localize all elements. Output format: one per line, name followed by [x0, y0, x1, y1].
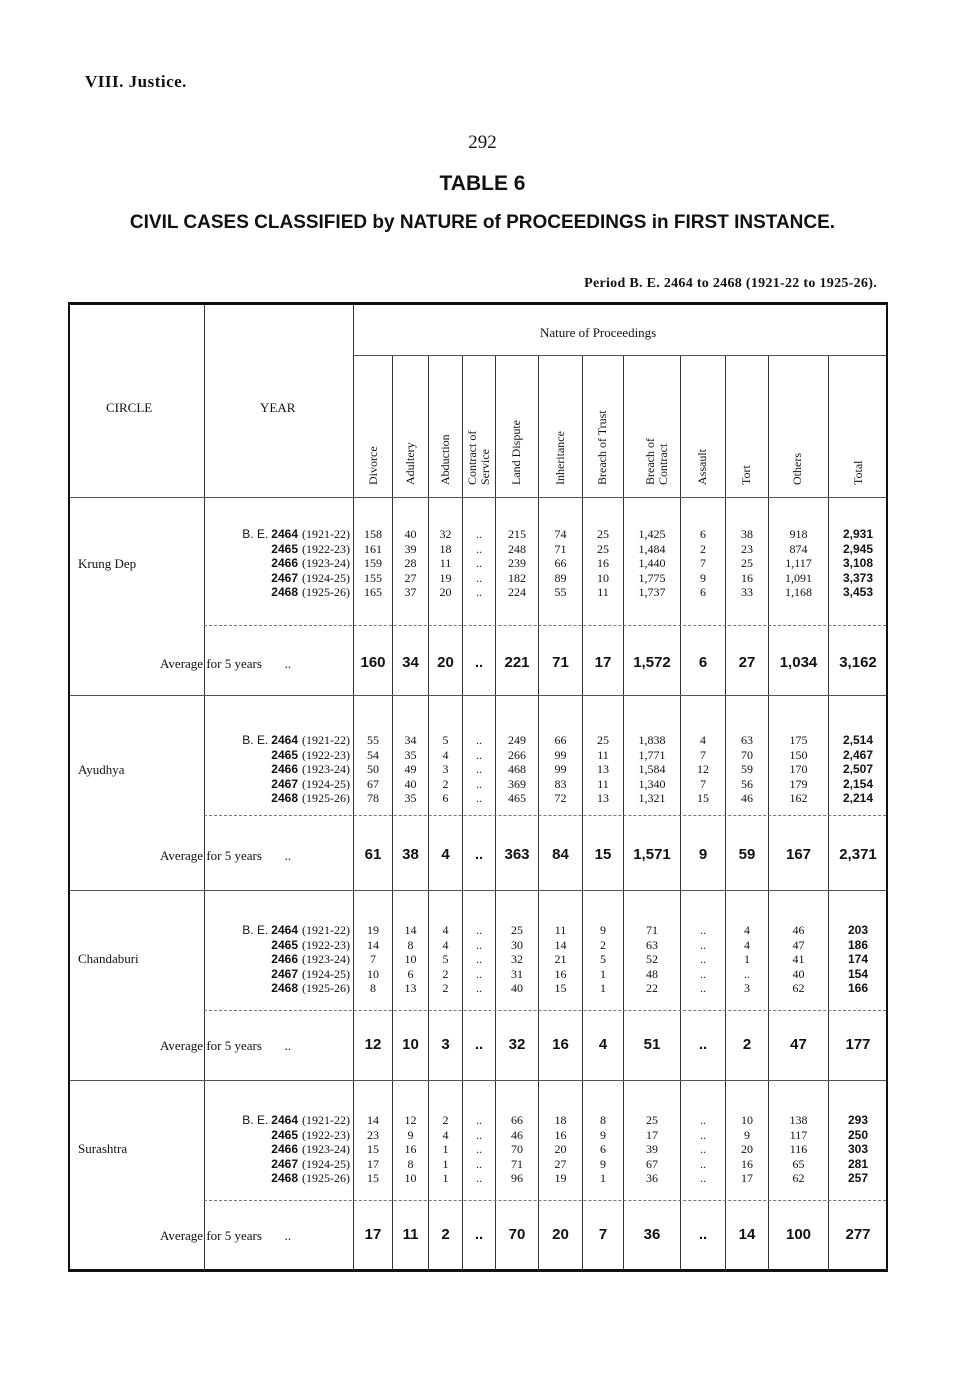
- avg-cell: ..: [474, 1226, 484, 1243]
- cell-column: 158 161 159 155 165: [364, 527, 382, 599]
- avg-cell: 1,572: [633, 654, 671, 671]
- cell-column: 55 54 50 67 78: [367, 733, 379, 805]
- year-row: B. E. 2464 (1921-22): [242, 1113, 350, 1127]
- cell-column: 918 874 1,117 1,091 1,168: [785, 527, 812, 599]
- cell-column-total: 203 186 174 154 166: [847, 923, 869, 995]
- year-row: 2465 (1922-23): [271, 541, 350, 556]
- circle-name-ayudhya: Ayudhya: [78, 762, 125, 777]
- cell-column: 25 11 13 11 13: [597, 733, 609, 805]
- avg-cell: 32: [508, 1036, 526, 1053]
- circle-header: CIRCLE: [106, 400, 153, 415]
- avg-cell: ..: [474, 654, 484, 671]
- avg-cell: 4: [598, 1036, 608, 1053]
- col-header-assault: Assault: [695, 449, 709, 485]
- col-header-breach-of-contract: Breach of Contract: [643, 438, 670, 485]
- avg-cell: 16: [552, 1036, 569, 1053]
- avg-cell: 2,371: [839, 846, 877, 863]
- cell-column: 10 9 20 16 17: [741, 1113, 753, 1185]
- avg-cell: 1,571: [633, 846, 671, 863]
- avg-cell: 71: [552, 654, 569, 671]
- cell-column: 66 99 99 83 72: [554, 733, 567, 805]
- average-label: Average for 5 years ..: [160, 1038, 292, 1053]
- avg-cell: ..: [698, 1226, 708, 1243]
- average-label: Average for 5 years ..: [160, 1228, 292, 1243]
- year-header: YEAR: [260, 400, 296, 415]
- avg-cell: 12: [364, 1036, 382, 1053]
- circle-name-surashtra: Surashtra: [78, 1141, 128, 1156]
- table-subtitle: CIVIL CASES CLASSIFIED by NATURE of PROCEEDINGS in FIRST INSTANCE.: [129, 212, 836, 233]
- avg-cell: 363: [504, 846, 530, 863]
- cell-column: 9 2 5 1 1: [600, 923, 606, 995]
- page-number: 292: [468, 132, 497, 153]
- cell-column: .. .. .. .. ..: [476, 527, 482, 599]
- average-label: Average for 5 years ..: [160, 848, 292, 863]
- col-header-tort: Tort: [739, 465, 753, 485]
- year-row: 2468 (1925-26): [271, 585, 350, 599]
- avg-cell: 3: [441, 1036, 450, 1053]
- avg-cell: 17: [364, 1226, 382, 1243]
- year-row: 2465 (1922-23): [271, 937, 350, 952]
- col-header-breach-of-trust: Breach of Trust: [595, 410, 609, 485]
- cell-column: 74 71 66 89 55: [554, 527, 567, 599]
- avg-cell: ..: [474, 1036, 484, 1053]
- avg-cell: 221: [504, 654, 530, 671]
- col-header-divorce: Divorce: [366, 446, 380, 485]
- cell-column: 71 63 52 48 22: [646, 923, 658, 995]
- cell-column: 249 266 468 369 465: [508, 733, 526, 805]
- cell-column: .. .. .. .. ..: [476, 923, 482, 995]
- avg-cell: 47: [790, 1036, 807, 1053]
- circle-name-krung-dep: Krung Dep: [78, 556, 137, 571]
- cell-column: 175 150 170 179 162: [789, 733, 808, 805]
- year-row: 2466 (1923-24): [271, 952, 350, 966]
- avg-cell: 84: [552, 846, 569, 863]
- avg-cell: 3,162: [839, 654, 877, 671]
- avg-cell: 20: [552, 1226, 569, 1243]
- year-list: [210, 733, 350, 806]
- avg-cell: 59: [738, 846, 756, 863]
- cell-column: 25 25 16 10 11: [597, 527, 609, 599]
- col-header-inheritance: Inheritance: [553, 431, 567, 485]
- col-header-land-dispute: Land Dispute: [509, 420, 523, 485]
- avg-cell: ..: [698, 1036, 708, 1053]
- cell-column: .. .. .. .. ..: [476, 733, 482, 805]
- cell-column: 1,838 1,771 1,584 1,340 1,321: [638, 733, 666, 805]
- cell-column: 46 47 41 40 62: [792, 923, 805, 995]
- cell-column: 138 117 116 65 62: [789, 1113, 808, 1185]
- table-title: TABLE 6: [439, 172, 526, 195]
- avg-cell: ..: [474, 846, 484, 863]
- col-header-others: Others: [790, 453, 804, 485]
- section-heading: VIII. Justice.: [85, 72, 187, 91]
- avg-cell: 51: [643, 1036, 661, 1053]
- cell-column: 32 18 11 19 20: [439, 527, 452, 599]
- avg-cell: 15: [594, 846, 612, 863]
- cell-column: .. .. .. .. ..: [700, 923, 706, 995]
- cell-column: 14 23 15 17 15: [367, 1113, 379, 1185]
- avg-cell: 38: [402, 846, 419, 863]
- year-list: [210, 527, 350, 600]
- col-header-abduction: Abduction: [438, 434, 452, 485]
- avg-cell: 34: [402, 654, 419, 671]
- cell-column: 4 4 1 .. 3: [744, 923, 750, 995]
- cell-column: 2 4 1 1 1: [442, 1113, 449, 1185]
- col-header-adultery: Adultery: [403, 442, 417, 485]
- cell-column: 12 9 16 8 10: [404, 1113, 417, 1185]
- year-row: 2466 (1923-24): [271, 1142, 350, 1156]
- year-row: 2467 (1924-25): [271, 570, 350, 585]
- col-header-total: Total: [851, 460, 865, 485]
- avg-cell: 160: [360, 654, 386, 671]
- avg-cell: 277: [845, 1226, 871, 1243]
- avg-cell: 6: [698, 654, 708, 671]
- avg-cell: 36: [643, 1226, 661, 1243]
- year-row: B. E. 2464 (1921-22): [242, 733, 350, 747]
- civil-cases-table: [68, 302, 888, 1272]
- cell-column: 5 4 3 2 6: [442, 733, 449, 805]
- year-row: 2465 (1922-23): [271, 747, 350, 762]
- average-label: Average for 5 years ..: [160, 656, 292, 671]
- year-list: [210, 923, 350, 996]
- cell-column-total: 2,514 2,467 2,507 2,154 2,214: [842, 733, 874, 805]
- cell-column-total: 293 250 303 281 257: [847, 1113, 869, 1185]
- year-row: 2467 (1924-25): [271, 776, 350, 791]
- avg-cell: 2: [742, 1036, 752, 1053]
- cell-column: 38 23 25 16 33: [741, 527, 753, 599]
- avg-cell: 11: [402, 1226, 419, 1243]
- avg-cell: 100: [785, 1226, 812, 1243]
- avg-cell: 17: [594, 654, 612, 671]
- avg-cell: 177: [845, 1036, 871, 1053]
- cell-column: 19 14 7 10 8: [367, 923, 379, 995]
- avg-cell: 10: [402, 1036, 419, 1053]
- year-row: 2468 (1925-26): [271, 981, 350, 995]
- avg-cell: 61: [364, 846, 382, 863]
- cell-column: 63 70 59 56 46: [741, 733, 753, 805]
- cell-column: 25 30 32 31 40: [511, 923, 523, 995]
- cell-column: 11 14 21 16 15: [554, 923, 567, 995]
- cell-column: 34 35 49 40 35: [404, 733, 417, 805]
- avg-cell: 4: [441, 846, 450, 863]
- year-row: 2465 (1922-23): [271, 1127, 350, 1142]
- cell-column: 18 16 20 27 19: [554, 1113, 567, 1185]
- year-row: 2467 (1924-25): [271, 1156, 350, 1171]
- year-row: 2468 (1925-26): [271, 791, 350, 805]
- year-row: 2468 (1925-26): [271, 1171, 350, 1185]
- cell-column: 25 17 39 67 36: [646, 1113, 658, 1185]
- cell-column: .. .. .. .. ..: [700, 1113, 706, 1185]
- cell-column: .. .. .. .. ..: [476, 1113, 482, 1185]
- cell-column: 4 4 5 2 2: [442, 923, 449, 995]
- col-header-contract-of-service: Contract of Service: [465, 430, 492, 485]
- cell-column: 1,425 1,484 1,440 1,775 1,737: [638, 527, 666, 599]
- avg-cell: 70: [508, 1226, 526, 1243]
- cell-column: 40 39 28 27 37: [404, 527, 417, 599]
- nature-of-proceedings-header: Nature of Proceedings: [540, 325, 657, 340]
- cell-column: 8 9 6 9 1: [600, 1113, 606, 1185]
- cell-column: 6 2 7 9 6: [700, 527, 706, 599]
- avg-cell: 20: [437, 654, 454, 671]
- cell-column: 4 7 12 7 15: [697, 733, 709, 805]
- cell-column: 14 8 10 6 13: [404, 923, 417, 995]
- period-caption: Period B. E. 2464 to 2468 (1921-22 to 1925-26).: [584, 276, 877, 291]
- year-row: B. E. 2464 (1921-22): [242, 527, 350, 541]
- avg-cell: 167: [785, 846, 812, 863]
- avg-cell: 9: [698, 846, 708, 863]
- year-row: 2466 (1923-24): [271, 556, 350, 570]
- avg-cell: 1,034: [779, 654, 818, 671]
- year-list: [210, 1113, 350, 1186]
- cell-column-total: 2,931 2,945 3,108 3,373 3,453: [842, 527, 874, 599]
- year-row: 2466 (1923-24): [271, 762, 350, 776]
- avg-cell: 27: [738, 654, 756, 671]
- cell-column: 66 46 70 71 96: [511, 1113, 523, 1185]
- avg-cell: 2: [441, 1226, 450, 1243]
- year-row: B. E. 2464 (1921-22): [242, 923, 350, 937]
- avg-cell: 14: [738, 1226, 756, 1243]
- cell-column: 215 248 239 182 224: [508, 527, 526, 599]
- avg-cell: 7: [598, 1226, 608, 1243]
- year-row: 2467 (1924-25): [271, 966, 350, 981]
- circle-name-chandaburi: Chandaburi: [78, 951, 139, 966]
